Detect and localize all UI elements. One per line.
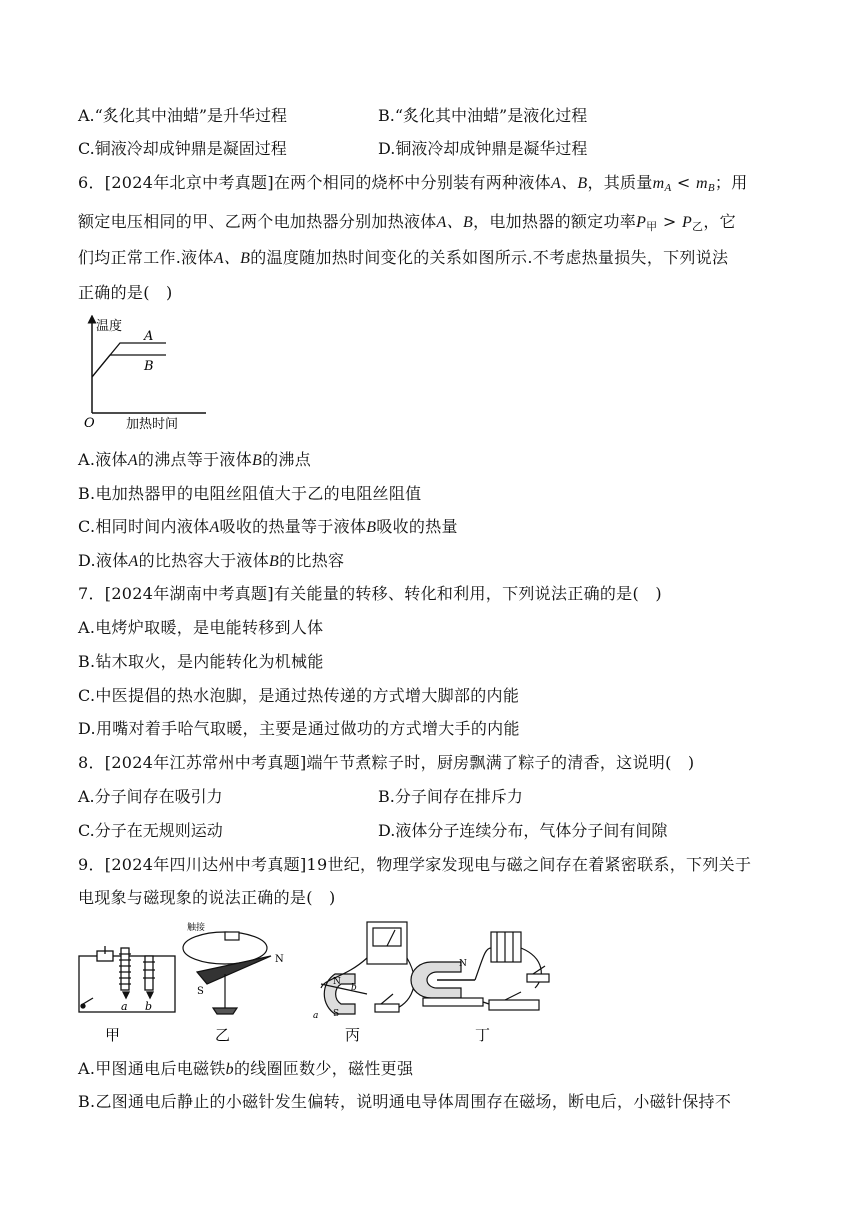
figure-yi bbox=[183, 932, 271, 1014]
q6-opt-text: 的比热容 bbox=[279, 551, 345, 570]
figure-ding bbox=[411, 932, 549, 1010]
q9-opt-text: A.甲图通电后电磁铁 bbox=[78, 1059, 226, 1078]
q6-var: B bbox=[252, 452, 263, 469]
fig-bing-label: 丙 bbox=[345, 1026, 361, 1044]
q7-stem: 7．[2024年湖南中考真题]有关能量的转移、转化和利用，下列说法正确的是( ) bbox=[78, 584, 662, 603]
q6-symbol: > bbox=[657, 212, 682, 231]
q6-temperature-graph bbox=[78, 315, 208, 433]
origin-label: O bbox=[84, 416, 95, 431]
q6-opt-text: D.液体 bbox=[78, 551, 129, 570]
q6-var: m bbox=[652, 175, 665, 192]
fig-ding-n: N bbox=[459, 959, 467, 969]
q9-stem-line-2: 电现象与磁现象的说法正确的是( ) bbox=[78, 888, 336, 907]
q6-opt-text: A.液体 bbox=[78, 450, 128, 469]
q6-text: ，其质量 bbox=[587, 173, 653, 192]
curve-a-label: A bbox=[144, 329, 154, 344]
q6-option-c[interactable] bbox=[78, 516, 458, 539]
q6-option-d[interactable] bbox=[78, 550, 344, 573]
fig-ding-label: 丁 bbox=[475, 1026, 491, 1044]
q5-option-c[interactable]: C.铜液冷却成钟鼎是凝固过程 bbox=[78, 139, 287, 158]
fig-jia-b: b bbox=[145, 1000, 153, 1013]
q6-stem-line-1 bbox=[78, 172, 748, 199]
q6-var: A、B bbox=[550, 175, 588, 192]
q8-option-d[interactable]: D.液体分子连续分布，气体分子间有间隙 bbox=[378, 821, 668, 840]
q9-option-a[interactable] bbox=[78, 1058, 413, 1081]
fig-jia-label: 甲 bbox=[105, 1026, 121, 1044]
q6-stem-line-2 bbox=[78, 211, 736, 238]
curve-b bbox=[92, 355, 166, 377]
q6-text: ，电加热器的额定功率 bbox=[473, 212, 637, 231]
q7-option-c[interactable]: C.中医提倡的热水泡脚，是通过热传递的方式增大脚部的内能 bbox=[78, 686, 520, 705]
q6-sub: 甲 bbox=[646, 220, 658, 233]
q6-text: ，它 bbox=[703, 212, 736, 231]
q8-option-c[interactable]: C.分子在无规则运动 bbox=[78, 821, 223, 840]
q6-var: P bbox=[636, 214, 647, 231]
q6-text: 6．[2024年北京中考真题]在两个相同的烧杯中分别装有两种液体 bbox=[78, 173, 551, 192]
q6-stem-line-3 bbox=[78, 247, 728, 270]
q6-var: A bbox=[128, 553, 139, 570]
q6-var: A bbox=[127, 452, 138, 469]
q5-option-b[interactable]: B.“炙化其中油蜡”是液化过程 bbox=[378, 106, 588, 125]
q6-opt-text: C.相同时间内液体 bbox=[78, 517, 210, 536]
q6-text: 的温度随加热时间变化的关系如图所示.不考虑热量损失，下列说法 bbox=[250, 248, 729, 267]
q9-opt-text: 的线圈匝数少，磁性更强 bbox=[233, 1059, 414, 1078]
q5-option-a[interactable]: A.“炙化其中油蜡”是升华过程 bbox=[78, 106, 288, 125]
y-axis-label: 温度 bbox=[96, 319, 123, 334]
q6-option-b[interactable]: B.电加热器甲的电阻丝阻值大于乙的电阻丝阻值 bbox=[78, 484, 422, 503]
q6-var: B bbox=[269, 553, 280, 570]
curve-a bbox=[92, 343, 166, 377]
fig-yi-touch: 触接 bbox=[187, 923, 206, 933]
q6-text: ；用 bbox=[714, 173, 748, 192]
q6-sub: 乙 bbox=[692, 220, 704, 233]
q6-var: P bbox=[681, 214, 693, 231]
fig-bing-s: S bbox=[333, 1009, 340, 1019]
fig-bing-n: N bbox=[333, 977, 341, 987]
q6-text: 们均正常工作.液体 bbox=[78, 248, 214, 267]
q6-sub: A bbox=[664, 182, 672, 194]
q6-opt-text: 的比热容大于液体 bbox=[138, 551, 270, 570]
q9-stem-line-1: 9．[2024年四川达州中考真题]19世纪，物理学家发现电与磁之间存在着紧密联系，下列关于 bbox=[78, 855, 752, 874]
q6-opt-text: 吸收的热量等于液体 bbox=[219, 517, 367, 536]
q6-var: B bbox=[366, 519, 377, 536]
q6-opt-text: 的沸点 bbox=[262, 450, 312, 469]
q8-option-b[interactable]: B.分子间存在排斥力 bbox=[378, 787, 523, 806]
q6-opt-text: 吸收的热量 bbox=[376, 517, 458, 536]
fig-bing-a: a bbox=[313, 1011, 319, 1021]
curve-b-label: B bbox=[144, 359, 154, 374]
q7-option-d[interactable]: D.用嘴对着手哈气取暖，主要是通过做功的方式增大手的内能 bbox=[78, 719, 520, 738]
q7-option-b[interactable]: B.钻木取火，是内能转化为机械能 bbox=[78, 652, 324, 671]
q6-sub: B bbox=[707, 182, 715, 194]
q6-stem-line-4: 正确的是( ) bbox=[78, 283, 173, 302]
fig-bing-b: b bbox=[351, 983, 357, 993]
q9-option-b[interactable]: B.乙图通电后静止的小磁针发生偏转，说明通电导体周围存在磁场，断电后，小磁针保持不 bbox=[78, 1092, 732, 1111]
q8-option-a[interactable]: A.分子间存在吸引力 bbox=[78, 787, 223, 806]
figure-bing bbox=[321, 922, 414, 1014]
q7-option-a[interactable]: A.电烤炉取暖，是电能转移到人体 bbox=[78, 618, 324, 637]
q9-figures bbox=[75, 918, 575, 1048]
q6-var: A、B bbox=[213, 250, 251, 267]
fig-jia-a: a bbox=[121, 1000, 128, 1013]
q6-var: A、B bbox=[436, 214, 474, 231]
fig-yi-n: N bbox=[275, 954, 284, 965]
q6-text: 额定电压相同的甲、乙两个电加热器分别加热液体 bbox=[78, 212, 437, 231]
fig-yi-label: 乙 bbox=[215, 1026, 231, 1044]
q6-option-a[interactable] bbox=[78, 449, 311, 472]
x-axis-label: 加热时间 bbox=[126, 417, 179, 432]
q6-opt-text: 的沸点等于液体 bbox=[137, 450, 253, 469]
q9-var: b bbox=[225, 1061, 234, 1078]
q6-var: m bbox=[696, 175, 708, 192]
q6-symbol: < bbox=[671, 173, 697, 192]
fig-yi-s: S bbox=[197, 986, 204, 997]
q5-option-d[interactable]: D.铜液冷却成钟鼎是凝华过程 bbox=[378, 139, 588, 158]
q6-var: A bbox=[209, 519, 220, 536]
q8-stem: 8．[2024年江苏常州中考真题]端午节煮粽子时，厨房飘满了粽子的清香，这说明( ) bbox=[78, 753, 695, 772]
